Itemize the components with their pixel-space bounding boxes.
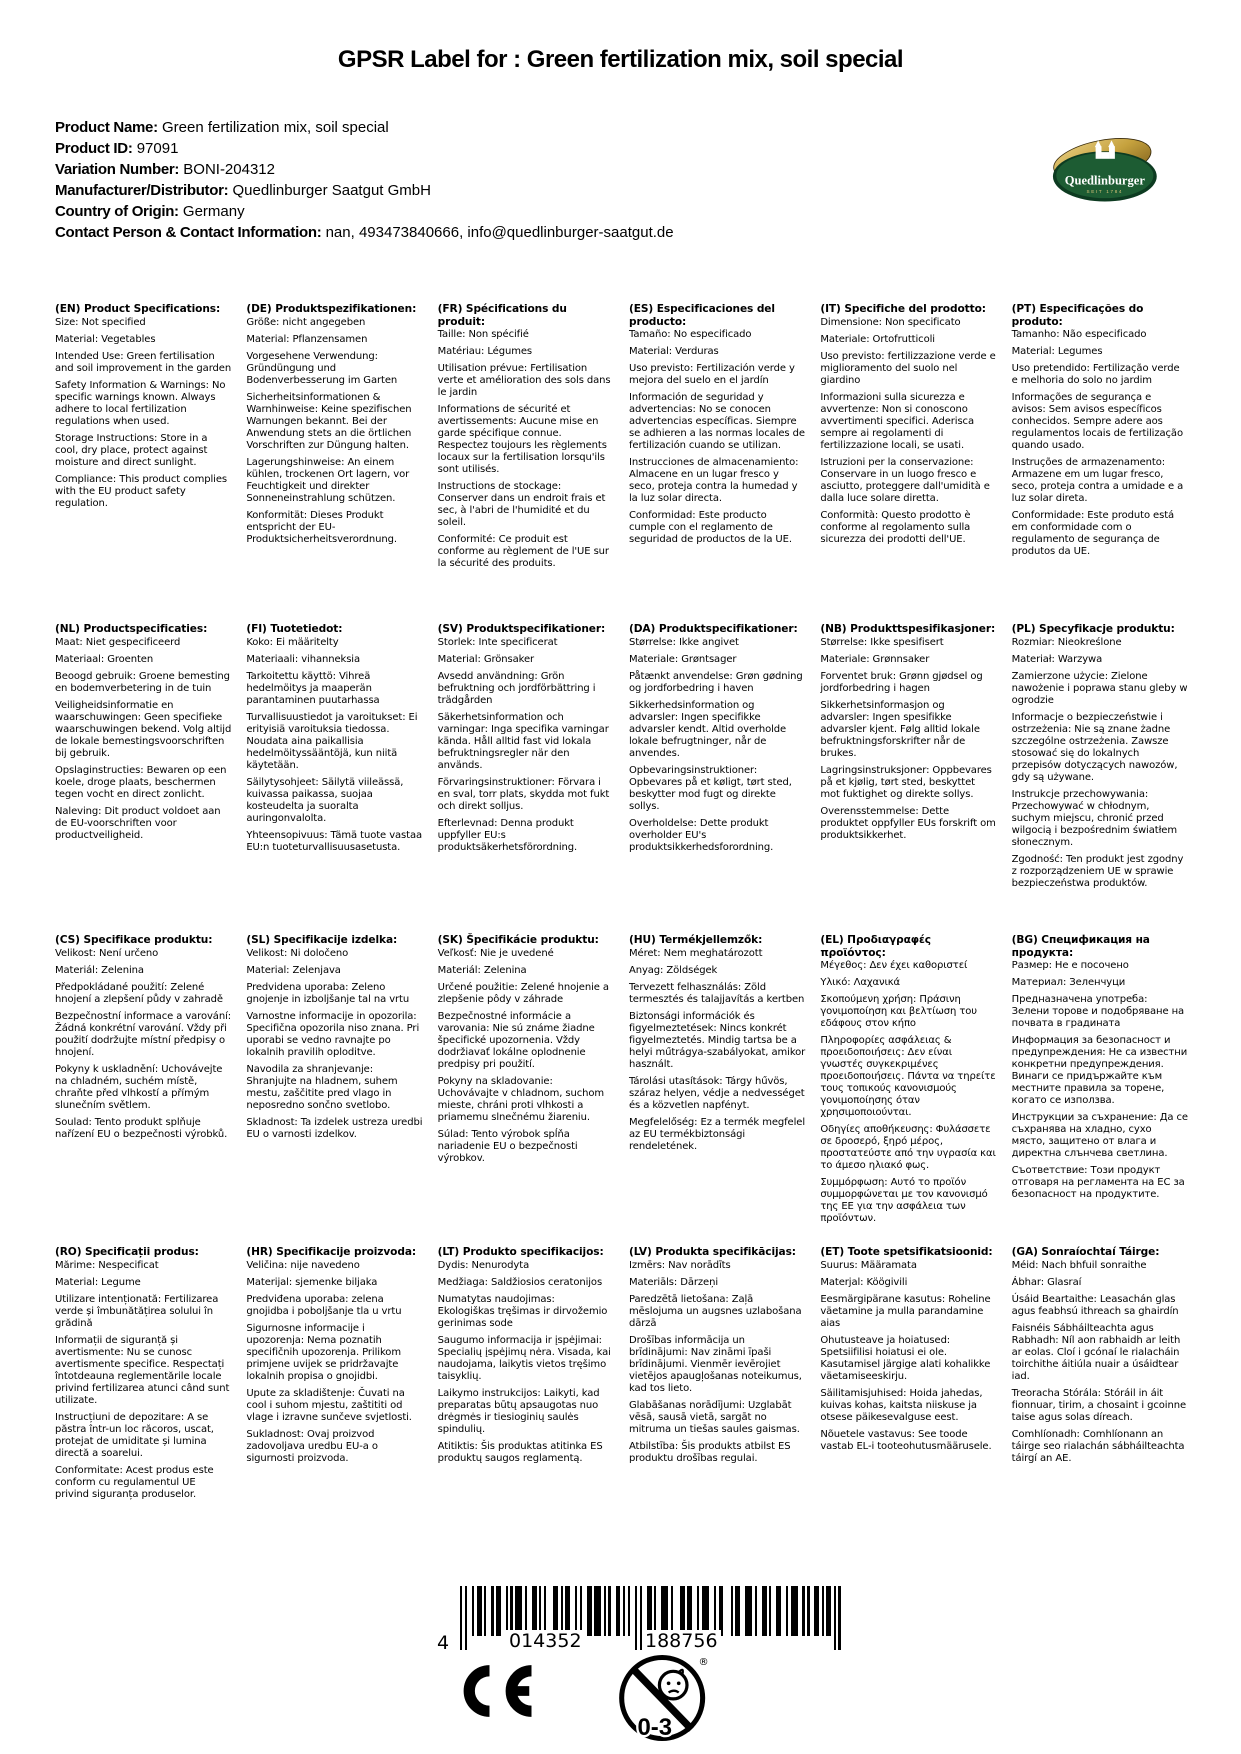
barcode-bar — [791, 1586, 798, 1636]
product-info-value: 97091 — [136, 140, 179, 157]
barcode-bar — [506, 1586, 508, 1636]
spec-line: Size: Not specified — [55, 316, 146, 328]
spec-line: Saugumo informacija ir įspėjimai: Specialių įspėjimų nėra. Visada, kai naudojama, laikytis vietos tręšimo taisyklių. — [437, 1334, 611, 1382]
product-info-value: Quedlinburger Saatgut GmbH — [232, 182, 431, 199]
spec-block-et — [820, 1246, 996, 1458]
spec-block-da — [629, 623, 805, 859]
spec-line: Material: Legume — [55, 1276, 141, 1288]
spec-line: Lagringsinstruksjoner: Oppbevares på et kjølig, tørt sted, beskyttet mot fuktighet og direkte sollys. — [820, 764, 992, 800]
spec-block-it — [820, 303, 996, 551]
product-info-value: Green fertilization mix, soil special — [161, 119, 389, 136]
barcode-bar — [628, 1586, 630, 1636]
barcode-bar — [565, 1586, 570, 1636]
spec-line: Συμμόρφωση: Αυτό το προϊόν συμμορφώνεται με τον κανονισμό της ΕΕ για την ασφάλεια των προϊόντων. — [820, 1177, 988, 1225]
spec-row-2 — [55, 623, 1188, 934]
spec-line: Upute za skladištenje: Čuvati na cool i suhom mjestu, zaštititi od vlage i izravne sunčeve svjetlosti. — [246, 1387, 412, 1423]
spec-line: Naleving: Dit product voldoet aan de EU-voorschriften voor productveiligheid. — [55, 805, 221, 841]
product-info — [55, 117, 674, 243]
spec-line: Informações de segurança e avisos: Sem avisos específicos conhecidos. Sempre adere aos regulamentos locais de fertilização quando usado. — [1011, 392, 1183, 452]
barcode-bar — [702, 1586, 709, 1636]
spec-line: Ábhar: Glasraí — [1011, 1276, 1082, 1288]
spec-line: Ohutusteave ja hoiatused: Spetsiifilisi hoiatusi ei ole. Kasutamisel järgige alati kohalikke väetamiseeskirju. — [820, 1334, 991, 1382]
spec-line: Materiale: Grønnsaker — [820, 653, 930, 665]
ce-mark-icon — [452, 1660, 536, 1722]
spec-line: Material: Zelenjava — [246, 964, 341, 976]
spec-line: Påtænkt anvendelse: Grøn gødning og jordforbedring i haven — [628, 670, 803, 694]
barcode-bar — [661, 1586, 668, 1636]
spec-block-fi — [246, 623, 422, 859]
product-info-row — [55, 180, 674, 201]
spec-line: Sikkerhedsinformation og advarsler: Ingen specifikke advarsler kendt. Altid overholde lokale befrugtninger, når de anvendes. — [628, 699, 787, 759]
spec-block-title: (HR) Specifikacije proizvoda: — [246, 1246, 417, 1258]
spec-line: Velikost: Není určeno — [55, 947, 159, 959]
spec-line: Material: Verduras — [628, 346, 719, 358]
spec-block-title: (CS) Specifikace produktu: — [55, 934, 213, 946]
barcode-bar — [604, 1586, 606, 1636]
spec-line: Conformidade: Este produto está em conformidade com o regulamento de segurança de produtos da UE. — [1011, 510, 1175, 558]
age-range-label: 0-3 — [637, 1713, 673, 1741]
spec-block-title: (SK) Špecifikácie produktu: — [437, 934, 599, 946]
spec-line: Sicherheitsinformationen & Warnhinweise: Keine spezifischen Warnungen bekannt. Bei der Anwendung stets an die örtlichen Vorschriften zur Düngung halten. — [246, 391, 412, 451]
barcode-bar — [755, 1586, 757, 1636]
spec-line: Materiál: Zelenina — [55, 964, 144, 976]
spec-block-de — [246, 303, 422, 551]
barcode-bar — [671, 1586, 673, 1636]
spec-line: Conformitate: Acest produs este conform cu regulamentul UE privind siguranța produselor. — [55, 1464, 214, 1500]
spec-line: Treoracha Stórála: Stóráil in áit fionnuar, tirim, a chosaint i gcoinne taise agus solas díreach. — [1011, 1387, 1187, 1423]
spec-line: Drošības informācija un brīdinājumi: Nav zināmi īpaši brīdinājumi. Vienmēr ievērojiet vietējos apaugļošanas noteikumus, kad tos lieto. — [628, 1334, 802, 1394]
spec-line: Säkerhetsinformation och varningar: Inga specifika varningar kända. Håll alltid fast vid lokala befruktningsregler när den används. — [437, 711, 609, 771]
spec-line: Σκοπούμενη χρήση: Πράσινη γονιμοποίηση και βελτίωση του εδάφους στον κήπο — [820, 994, 977, 1030]
barcode-bar — [834, 1586, 836, 1650]
spec-line: Materiale: Grøntsager — [628, 653, 737, 665]
spec-block-title: (SV) Produktspecifikationer: — [437, 623, 606, 635]
spec-line: Biztonsági információk és figyelmeztetések: Nincs konkrét figyelmeztetés. Mindig tartsa be a helyi műtrágya-szabályokat, amikor használt. — [628, 1010, 806, 1070]
spec-block-title: (ES) Especificaciones del producto: — [628, 303, 775, 328]
barcode-digit-group: 014352 — [506, 1630, 585, 1652]
spec-line: Informacje o bezpieczeństwie i ostrzeżenia: Nie są znane żadne szczególne ostrzeżenia. Zawsze stosować się do lokalnych przepisów dotyczących nawozów, gdy są używane. — [1011, 711, 1178, 783]
spec-line: Materiaal: Groenten — [55, 653, 154, 665]
spec-line: Numatytas naudojimas: Ekologiškas tręšimas ir dirvožemio gerinimas sode — [437, 1293, 608, 1329]
barcode-bar — [719, 1586, 724, 1636]
spec-block-title: (NL) Productspecificaties: — [55, 623, 208, 635]
barcode-bar — [539, 1586, 541, 1636]
barcode-bar — [826, 1586, 831, 1636]
spec-line: Μέγεθος: Δεν έχει καθοριστεί — [820, 960, 968, 972]
spec-line: Předpokládané použití: Zelené hnojení a zlepšení půdy v zahradě — [55, 981, 223, 1005]
spec-line: Storage Instructions: Store in a cool, dry place, protect against moisture and direct sunlight. — [55, 432, 208, 468]
spec-line: Utilisation prévue: Fertilisation verte et amélioration des sols dans le jardin — [437, 363, 611, 399]
barcode-bar — [635, 1586, 637, 1650]
baby-face-icon — [659, 1670, 687, 1699]
spec-line: Uso previsto: Fertilización verde y mejora del suelo en el jardín — [628, 363, 795, 387]
spec-block-title: (SL) Specifikacije izdelka: — [246, 934, 398, 946]
spec-block-title: (BG) Спецификация на продукта: — [1011, 934, 1150, 959]
spec-block-title: (DA) Produktspecifikationer: — [628, 623, 798, 635]
spec-line: Predvidena uporaba: Zeleno gnojenje in izboljšanje tal na vrtu — [246, 981, 410, 1005]
spec-line: Υλικό: Λαχανικά — [820, 977, 901, 989]
barcode-bar — [587, 1586, 592, 1636]
barcode-bar — [553, 1586, 558, 1636]
spec-line: Paredzētā lietošana: Zaļā mēslojuma un augsnes uzlabošana dārzā — [628, 1293, 802, 1329]
spec-block-lv — [629, 1246, 805, 1470]
barcode-bar — [491, 1586, 493, 1636]
spec-line: Material: Vegetables — [55, 333, 156, 345]
spec-line: Информация за безопасност и предупреждения: Не са известни конкретни предупреждения. Винаги се придържайте към местните правила за торене, когато се използва. — [1011, 1035, 1188, 1107]
barcode-bar — [731, 1586, 733, 1636]
barcode-bar — [745, 1586, 752, 1636]
page-title: GPSR Label for : Green fertilization mix, soil special — [337, 46, 904, 73]
spec-line: Nõuetele vastavus: See toode vastab EL-i tooteohutusmäärusele. — [820, 1428, 992, 1452]
spec-block-title: (RO) Specificații produs: — [55, 1246, 199, 1258]
spec-line: Informazioni sulla sicurezza e avvertenze: Non si conoscono avvertimenti specifici. Aderisca sempre ai regolamenti di fertilizzazione locali, se usati. — [820, 391, 974, 451]
barcode-bar — [735, 1586, 740, 1636]
spec-line: Overensstemmelse: Dette produktet oppfyller EUs forskrift om produktsikkerhet. — [820, 805, 996, 841]
barcode-bar — [616, 1586, 621, 1636]
ean-barcode — [437, 1586, 772, 1654]
spec-line: Uso pretendido: Fertilização verde e melhoria do solo no jardim — [1011, 363, 1180, 387]
spec-block-hr — [246, 1246, 422, 1470]
spec-line: Conformité: Ce produit est conforme au règlement de l'UE sur la sécurité des produits. — [437, 534, 609, 570]
registered-mark: ® — [698, 1656, 709, 1668]
spec-block-title: (FR) Spécifications du produit: — [437, 303, 567, 328]
brand-name: Quedlinburger — [1064, 173, 1145, 188]
spec-line: Størrelse: Ikke spesifisert — [820, 636, 944, 648]
spec-line: Información de seguridad y advertencias: No se conocen advertencias específicas. Siempre se adhieren a las normas locales de fertilización cuando se utilizan. — [628, 392, 805, 452]
spec-line: Materiāls: Dārzeņi — [628, 1276, 719, 1288]
product-info-label: Manufacturer/Distributor: — [55, 182, 229, 199]
spec-block-pl — [1012, 623, 1188, 895]
product-info-label: Product ID: — [55, 140, 133, 157]
barcode-bar — [608, 1586, 610, 1636]
spec-line: Conformità: Questo prodotto è conforme al regolamento sulla sicurezza dei prodotti dell'UE. — [820, 509, 971, 545]
spec-line: Utilizare intenționată: Fertilizarea verde și îmbunătățirea solului în grădină — [55, 1293, 219, 1329]
spec-block-sv — [438, 623, 614, 859]
spec-block-title: (EN) Product Specifications: — [55, 303, 221, 315]
spec-line: Dydis: Nenurodyta — [437, 1259, 530, 1271]
product-info-value: nan, 493473840666, info@quedlinburger-saatgut.de — [325, 224, 674, 241]
product-info-row — [55, 117, 674, 138]
spec-block-title: (HU) Termékjellemzők: — [628, 934, 763, 946]
spec-line: Størrelse: Ikke angivet — [628, 636, 739, 648]
spec-block-title: (PT) Especificações do produto: — [1011, 303, 1144, 328]
barcode-bar — [838, 1586, 840, 1650]
barcode-bar — [515, 1586, 522, 1636]
barcode-bar — [472, 1586, 474, 1636]
spec-line: Predviđena uporaba: zelena gnojidba i poboljšanje tla u vrtu — [246, 1293, 402, 1317]
spec-block-fr — [438, 303, 614, 575]
spec-line: Veličina: nije navedeno — [246, 1259, 360, 1271]
spec-line: Glabāšanas norādījumi: Uzglabāt vēsā, sausā vietā, sargāt no mitruma un tiešas saules gaismas. — [628, 1399, 800, 1435]
product-info-value: Germany — [182, 203, 245, 220]
barcode-bar — [654, 1586, 656, 1636]
spec-line: Инструкции за съхранение: Да се съхранява на хладно, сухо място, защитено от влага и директна слънчева светлина. — [1011, 1112, 1188, 1160]
spec-block-sl — [246, 934, 422, 1146]
spec-line: Lagerungshinweise: An einem kühlen, trockenen Ort lagern, vor Feuchtigkeit und direkter Sonneneinstrahlung schützen. — [246, 456, 410, 504]
spec-line: Bezpečnostné informácie a varovania: Nie sú známe žiadne špecifické upozornenia. Vždy dodržiavať lokálne oplodnenie predpisy pri použití. — [437, 1010, 595, 1070]
spec-block-title: (LV) Produkta specifikācijas: — [628, 1246, 796, 1258]
product-info-label: Contact Person & Contact Information: — [55, 224, 322, 241]
spec-line: Rozmiar: Nieokreślone — [1011, 636, 1122, 648]
spec-block-ga — [1012, 1246, 1188, 1470]
spec-line: Pokyny k uskladnění: Uchovávejte na chladném, suchém místě, chraňte před vlhkostí a přímým slunečním světlem. — [55, 1063, 223, 1111]
spec-line: Instructions de stockage: Conserver dans un endroit frais et sec, à l'abri de l'humidité et du soleil. — [437, 481, 606, 529]
spec-line: Tamanho: Não especificado — [1011, 329, 1147, 341]
barcode-bar — [623, 1586, 625, 1636]
spec-line: Yhteensopivuus: Tämä tuote vastaa EU:n tuoteturvallisuusasetusta. — [246, 829, 423, 853]
spec-block-es — [629, 303, 805, 551]
spec-line: Tervezett felhasználás: Zöld termesztés és talajjavítás a kertben — [628, 981, 805, 1005]
spec-line: Overholdelse: Dette produkt overholder EU's produktsikkerhedsforordning. — [628, 817, 774, 853]
barcode-bar — [580, 1586, 582, 1636]
spec-line: Forventet bruk: Grønn gjødsel og jordforbedring i hagen — [820, 670, 983, 694]
barcode-bar — [647, 1586, 652, 1636]
barcode-bar — [714, 1586, 716, 1636]
spec-line: Safety Information & Warnings: No specific warnings known. Always adhere to local fertilization regulations when used. — [55, 379, 226, 427]
spec-block-hu — [629, 934, 805, 1158]
spec-line: Eesmärgipärane kasutus: Roheline väetamine ja mulla parandamine aias — [820, 1293, 991, 1329]
spec-line: Informații de siguranță și avertismente: Nu se cunosc avertismente specifice. Respectați întotdeauna reglementările locale privind fertilizarea atunci când sunt utilizate. — [55, 1334, 230, 1406]
spec-line: Určené použitie: Zelené hnojenie a zlepšenie pôdy v záhrade — [437, 981, 609, 1005]
spec-row-4 — [55, 1246, 1188, 1506]
spec-line: Zamierzone użycie: Zielone nawożenie i poprawa stanu gleby w ogrodzie — [1011, 670, 1188, 706]
spec-line: Materiale: Ortofrutticoli — [820, 333, 935, 345]
spec-line: Materiał: Warzywa — [1011, 653, 1103, 665]
spec-line: Säilitamisjuhised: Hoida jahedas, kuivas kohas, kaitsta niiskuse ja otsese päikesevalguse eest. — [820, 1387, 983, 1423]
barcode-bar — [822, 1586, 824, 1636]
product-info-row — [55, 159, 674, 180]
spec-line: Instrucciones de almacenamiento: Almacene en un lugar fresco y seco, proteja contra la humedad y la luz solar directa. — [628, 457, 799, 505]
spec-line: Veiligheidsinformatie en waarschuwingen: Geen specifieke waarschuwingen bekend. Volg altijd de lokale bemestingsvoorschriften bij gebruik. — [55, 699, 232, 759]
spec-line: Förvaringsinstruktioner: Förvara i en sval, torr plats, skydda mot fukt och direkt solljus. — [437, 776, 610, 812]
barcode-bar — [680, 1586, 685, 1636]
spec-block-title: (IT) Specifiche del prodotto: — [820, 303, 986, 315]
spec-line: Koko: Ei määritelty — [246, 636, 339, 648]
spec-line: Medžiaga: Saldžiosios ceratonijos — [437, 1276, 603, 1288]
barcode-bar — [460, 1586, 462, 1650]
spec-line: Izmērs: Nav norādīts — [628, 1259, 731, 1271]
spec-line: Matériau: Légumes — [437, 346, 533, 358]
spec-line: Konformität: Dieses Produkt entspricht der EU-Produktsicherheitsverordnung. — [246, 509, 397, 545]
barcode-bar — [802, 1586, 804, 1636]
spec-line: Velikost: Ni določeno — [246, 947, 349, 959]
spec-line: Faisnéis Sábháilteachta agus Rabhadh: Níl aon rabhaidh ar leith ar eolas. Cloí i gcónaí le rialacháin toirchithe áitiúla nuair a úsáidtear iad. — [1011, 1322, 1181, 1382]
spec-block-lt — [438, 1246, 614, 1470]
spec-line: Conformidad: Este producto cumple con el reglamento de seguridad de productos de la UE. — [628, 510, 792, 546]
spec-line: Instruções de armazenamento: Armazene em um lugar fresco, seco, proteja contra a umidade e a luz solar direta. — [1011, 457, 1184, 505]
spec-line: Mărime: Nespecificat — [55, 1259, 159, 1271]
spec-block-title: (LT) Produkto specifikacijos: — [437, 1246, 604, 1258]
spec-line: Informations de sécurité et avertissements: Aucune mise en garde spécifique connue. Respectez toujours les règlements locaux sur la fertilisation lorsqu'ils sont utilisés. — [437, 404, 607, 476]
spec-line: Material: Legumes — [1011, 346, 1103, 358]
spec-line: Tamaño: No especificado — [628, 329, 752, 341]
spec-line: Avsedd användning: Grön befruktning och jordförbättring i trädgården — [437, 670, 596, 706]
spec-line: Méid: Nach bhfuil sonraithe — [1011, 1259, 1147, 1271]
barcode-digit-group: 4 — [437, 1632, 450, 1654]
spec-line: Veľkosť: Nie je uvedené — [437, 947, 554, 959]
spec-block-nb — [820, 623, 996, 847]
product-info-row — [55, 138, 674, 159]
spec-block-pt — [1012, 303, 1188, 563]
spec-line: Beoogd gebruik: Groene bemesting en bodemverbetering in de tuin — [55, 670, 230, 694]
barcode-bar — [561, 1586, 563, 1636]
spec-block-en — [55, 303, 231, 515]
quedlinburger-brand-logo — [1042, 132, 1166, 204]
barcode-bar — [496, 1586, 501, 1636]
spec-line: Skladnost: Ta izdelek ustreza uredbi EU o varnosti izdelkov. — [246, 1116, 423, 1140]
barcode-bar — [544, 1586, 546, 1636]
spec-line: Material: Pflanzensamen — [246, 333, 368, 345]
spec-row-3 — [55, 934, 1188, 1246]
barcode-bar — [477, 1586, 482, 1636]
barcode-bar — [697, 1586, 699, 1636]
spec-line: Materijal: sjemenke biljaka — [246, 1276, 378, 1288]
barcode-bar — [807, 1586, 809, 1636]
spec-line: Instrucțiuni de depozitare: A se păstra într-un loc răcoros, uscat, protejat de umiditate și lumina directă a soarelui. — [55, 1411, 214, 1459]
product-info-value: BONI-204312 — [183, 161, 275, 178]
barcode-bar — [594, 1586, 601, 1636]
spec-block-ro — [55, 1246, 231, 1506]
spec-line: Materjal: Köögivili — [820, 1276, 908, 1288]
spec-line: Atbilstība: Šis produkts atbilst ES produktu drošības regulai. — [628, 1440, 791, 1464]
spec-line: Comhlíonadh: Comhlíonann an táirge seo rialachán sábháilteachta táirgí an AE. — [1011, 1428, 1185, 1464]
spec-row-1 — [55, 303, 1188, 623]
spec-line: Sigurnosne informacije i upozorenja: Nema poznatih specifičnih upozorenja. Prilikom primjene uvijek se pridržavajte lokalnih propisa o gnojidbi. — [246, 1322, 401, 1382]
barcode-bar — [484, 1586, 486, 1636]
spec-line: Intended Use: Green fertilisation and soil improvement in the garden — [55, 350, 232, 374]
spec-block-sk — [438, 934, 614, 1170]
spec-line: Opslaginstructies: Bewaren op een koele, droge plaats, beschermen tegen vocht en direct zonlicht. — [55, 764, 227, 800]
spec-block-title: (EL) Προδιαγραφές προϊόντος: — [820, 934, 931, 959]
spec-line: Navodila za shranjevanje: Shranjujte na hladnem, suhem mestu, zaščitite pred vlago in neposredno sončno svetlobo. — [246, 1063, 398, 1111]
spec-block-title: (ET) Toote spetsifikatsioonid: — [820, 1246, 993, 1258]
spec-line: Πληροφορίες ασφάλειας & προειδοποιήσεις: Δεν είναι γνωστές συγκεκριμένες προειδοποιήσεις. Πάντα να τηρείτε τους τοπικούς κανονισμούς γονιμοποίησης όταν χρησιμοποιούνται. — [820, 1035, 996, 1119]
age-warning-0-3-icon — [618, 1650, 710, 1746]
spec-line: Οδηγίες αποθήκευσης: Φυλάσσετε σε δροσερό, ξηρό μέρος, προστατεύστε από την υγρασία και το άμεσο ηλιακό φως. — [820, 1124, 996, 1172]
spec-line: Laikymo instrukcijos: Laikyti, kad preparatas būtų apsaugotas nuo drėgmės ir tiesioginių saulės spindulių. — [437, 1387, 600, 1435]
spec-line: Bezpečnostní informace a varování: Žádná konkrétní varování. Vždy při použití dodržujte místní předpisy o hnojení. — [55, 1010, 232, 1058]
spec-line: Предназначена употреба: Зелени торове и подобряване на почвата в градината — [1011, 994, 1185, 1030]
spec-block-bg — [1012, 934, 1188, 1206]
spec-line: Tárolási utasítások: Tárgy hűvös, száraz helyen, védje a nedvességet és a közvetlen napfényt. — [628, 1075, 805, 1111]
spec-line: Varnostne informacije in opozorila: Specifična opozorila niso znana. Pri uporabi se vedno ravnajte po lokalnih pravilih oploditve. — [246, 1010, 420, 1058]
spec-line: Materiaali: vihanneksia — [246, 653, 361, 665]
spec-line: Suurus: Määramata — [820, 1259, 917, 1271]
spec-line: Dimensione: Non specificato — [820, 316, 961, 328]
spec-line: Istruzioni per la conservazione: Conservare in un luogo fresco e asciutto, proteggere dall'umidità e dalla luce solare diretta. — [820, 456, 990, 504]
barcode-bar — [510, 1586, 512, 1636]
spec-block-title: (GA) Sonraíochtaí Táirge: — [1011, 1246, 1160, 1258]
spec-block-title: (PL) Specyfikacje produktu: — [1011, 623, 1175, 635]
spec-line: Material: Grönsaker — [437, 653, 535, 665]
spec-block-title: (FI) Tuotetiedot: — [246, 623, 343, 635]
spec-line: Размер: Не е посочено — [1011, 960, 1129, 972]
spec-line: Soulad: Tento produkt splňuje nařízení EU o bezpečnosti výrobků. — [55, 1116, 228, 1140]
spec-line: Uso previsto: fertilizzazione verde e miglioramento del suolo nel giardino — [820, 350, 996, 386]
spec-line: Sukladnost: Ovaj proizvod zadovoljava uredbu EU-a o sigurnosti proizvoda. — [246, 1428, 378, 1464]
barcode-bar — [814, 1586, 819, 1636]
barcode-bar — [465, 1586, 467, 1650]
spec-line: Tarkoitettu käyttö: Vihreä hedelmöitys ja maaperän parantaminen puutarhassa — [246, 670, 380, 706]
product-info-label: Country of Origin: — [55, 203, 179, 220]
spec-line: Opbevaringsinstruktioner: Opbevares på et køligt, tørt sted, beskytter mod fugt og direkte sollys. — [628, 764, 792, 812]
barcode-bar — [776, 1586, 781, 1636]
product-info-label: Variation Number: — [55, 161, 180, 178]
barcode-bar — [525, 1586, 527, 1636]
spec-line: Taille: Non spécifié — [437, 329, 529, 341]
spec-line: Anyag: Zöldségek — [628, 964, 718, 976]
spec-line: Материал: Зеленчуци — [1011, 977, 1126, 989]
spec-line: Maat: Niet gespecificeerd — [55, 636, 181, 648]
spec-line: Compliance: This product complies with the EU product safety regulation. — [55, 473, 227, 509]
spec-block-cs — [55, 934, 231, 1146]
spec-line: Storlek: Inte specificerat — [437, 636, 558, 648]
barcode-bar — [532, 1586, 537, 1636]
barcode-bar — [769, 1586, 771, 1636]
spec-line: Atitiktis: Šis produktas atitinka ES produktų saugos reglamentą. — [437, 1440, 603, 1464]
bottom-section — [0, 1576, 1241, 1754]
product-info-label: Product Name: — [55, 119, 158, 136]
spec-line: Съответствие: Този продукт отговаря на регламента на ЕС за безопасност на продуктите. — [1011, 1165, 1185, 1201]
barcode-bar — [687, 1586, 692, 1636]
spec-grid — [55, 303, 1188, 1506]
spec-line: Pokyny na skladovanie: Uchovávajte v chladnom, suchom mieste, chráni proti vlhkosti a priamemu slnečnému žiareniu. — [437, 1075, 605, 1123]
barcode-bar — [786, 1586, 788, 1636]
spec-block-el — [820, 934, 996, 1230]
spec-line: Vorgesehene Verwendung: Gründüngung und Bodenverbesserung im Garten — [246, 350, 398, 386]
spec-block-title: (NB) Produkttspesifikasjoner: — [820, 623, 996, 635]
spec-line: Säilytysohjeet: Säilytä viileässä, kuivassa paikassa, suojaa kosteudelta ja suoralta auringonvalolta. — [246, 776, 404, 824]
barcode-bar — [575, 1586, 577, 1636]
spec-line: Materiál: Zelenina — [437, 964, 527, 976]
spec-line: Sikkerhetsinformasjon og advarsler: Ingen spesifikke advarsler kjent. Følg alltid lokale befruktningsforskrifter når de brukes. — [820, 699, 980, 759]
spec-line: Größe: nicht angegeben — [246, 316, 366, 328]
spec-line: Súlad: Tento výrobok spĺňa nariadenie EU o bezpečnosti výrobkov. — [437, 1128, 578, 1164]
spec-line: Efterlevnad: Denna produkt uppfyller EU:s produktsäkerhetsförordning. — [437, 817, 578, 853]
spec-line: Turvallisuustiedot ja varoitukset: Ei erityisiä varoituksia tiedossa. Noudata aina paikallisia hedelmöityssääntöjä, kun niitä käytetään. — [246, 711, 418, 771]
spec-line: Méret: Nem meghatározott — [628, 947, 763, 959]
spec-line: Megfelelőség: Ez a termék megfelel az EU termékbiztonsági rendeletének. — [628, 1116, 806, 1152]
spec-line: Úsáid Beartaithe: Leasachán glas agus feabhsú ithreach sa ghairdín — [1011, 1293, 1179, 1317]
spec-block-nl — [55, 623, 231, 847]
product-info-row — [55, 222, 674, 243]
spec-block-title: (DE) Produktspezifikationen: — [246, 303, 417, 315]
spec-line: Zgodność: Ten produkt jest zgodny z rozporządzeniem UE w sprawie bezpieczeństwa produktów. — [1011, 853, 1184, 889]
barcode-bar — [762, 1586, 767, 1636]
barcode-digit-group: 188756 — [642, 1630, 721, 1652]
brand-tagline: SEIT 1784 — [1086, 189, 1124, 195]
product-info-row — [55, 201, 674, 222]
spec-line: Instrukcje przechowywania: Przechowywać w chłodnym, suchym miejscu, chronić przed wilgocią i bezpośrednim światłem słonecznym. — [1011, 788, 1178, 848]
